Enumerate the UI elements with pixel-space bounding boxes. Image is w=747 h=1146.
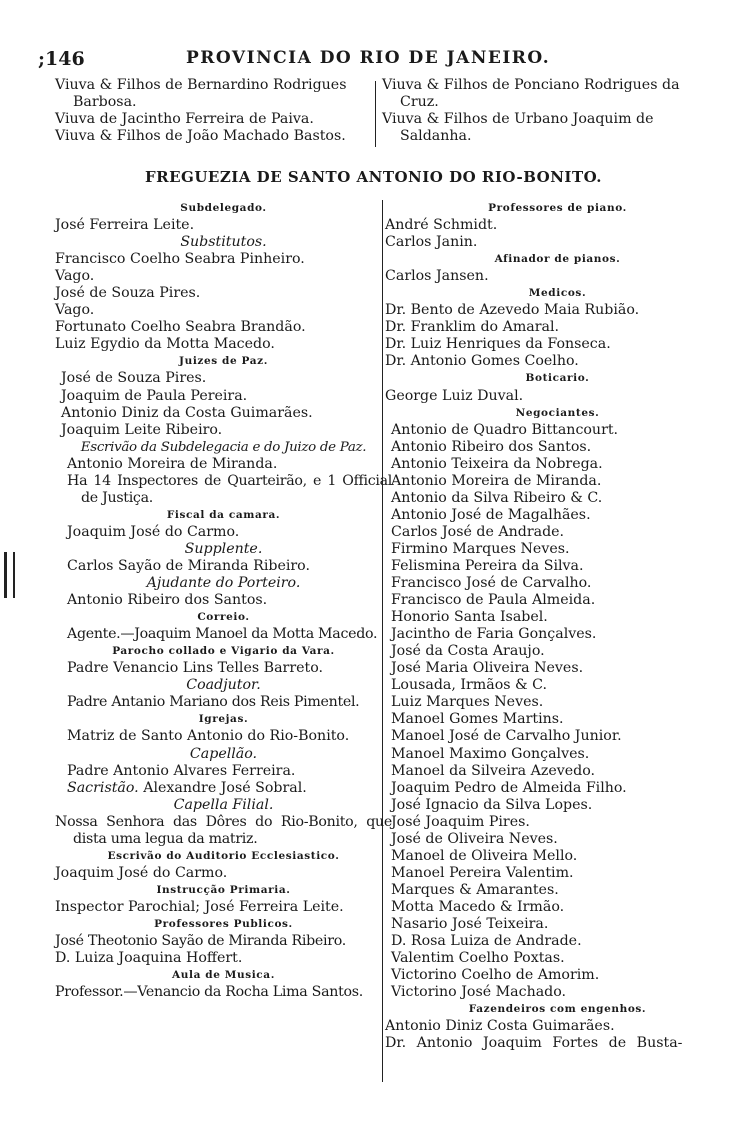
- heading-afinador: Afinador de pianos.: [494, 253, 621, 266]
- entry: Antonio Diniz Costa Guimarães.: [385, 1018, 615, 1035]
- entry: Ha 14 Inspectores de Quarteirão, e 1 Official de Justiça.: [67, 472, 392, 506]
- sacristao-label: Sacristão.: [67, 779, 139, 796]
- entry: José Theotonio Sayão de Miranda Ribeiro.: [55, 933, 346, 950]
- entry: André Schmidt.: [385, 217, 498, 234]
- entry: Dr. Bento de Azevedo Maia Rubião.: [385, 302, 640, 319]
- entry: Valentim Coelho Poxtas.: [391, 950, 565, 967]
- entry-sacristao: [55, 780, 392, 797]
- entry: Carlos José de Andrade.: [391, 523, 565, 540]
- entry: Nossa Senhora das Dôres do Rio-Bonito, que dista uma legua da matriz.: [55, 813, 392, 847]
- entry: Antonio Diniz da Costa Guimarães.: [61, 404, 313, 421]
- heading-medicos: Medicos.: [528, 287, 587, 300]
- continued-list-left: [55, 77, 373, 145]
- entry: Padre Venancio Lins Telles Barreto.: [67, 660, 323, 677]
- heading-piano: Professores de piano.: [488, 202, 627, 214]
- entry: George Luiz Duval.: [385, 387, 524, 404]
- entry: Luiz Marques Neves.: [391, 694, 544, 711]
- entry: Francisco de Paula Almeida.: [391, 592, 596, 609]
- heading-juizes: Juizes de Paz.: [179, 355, 268, 368]
- entry: Manoel Gomes Martins.: [391, 711, 564, 728]
- margin-mark: [4, 552, 15, 598]
- heading-subdelegado: Subdelegado.: [180, 202, 267, 214]
- heading-correio: Correio.: [197, 611, 250, 624]
- entry: Luiz Egydio da Motta Macedo.: [55, 336, 275, 353]
- entry: José de Souza Pires.: [61, 370, 207, 387]
- heading-fiscal: Fiscal da camara.: [166, 508, 281, 521]
- entry: Carlos Sayão de Miranda Ribeiro.: [67, 557, 310, 574]
- heading-capella: Capella Filial.: [173, 796, 274, 813]
- entry: Motta Macedo & Irmão.: [391, 898, 565, 915]
- entry: Victorino Coelho de Amorim.: [391, 967, 600, 984]
- heading-aula: Aula de Musica.: [172, 969, 275, 982]
- entry: José Joaquim Pires.: [391, 813, 530, 830]
- heading-escrivao-auditorio: Escrivão do Auditorio Ecclesiastico.: [107, 849, 340, 862]
- running-title: PROVINCIA DO RIO DE JANEIRO.: [186, 48, 551, 68]
- entry: Professor.—Venancio da Rocha Lima Santos.: [55, 984, 363, 1001]
- entry: Vago.: [55, 268, 95, 285]
- list-item: Barbosa.: [73, 94, 137, 111]
- parish-directory: [55, 200, 725, 1080]
- entry: Felismina Pereira da Silva.: [391, 557, 584, 574]
- heading-igrejas: Igrejas.: [198, 713, 249, 726]
- heading-fazendeiros: Fazendeiros com engenhos.: [468, 1003, 647, 1016]
- entry: Francisco Coelho Seabra Pinheiro.: [55, 251, 305, 268]
- entry: Antonio Teixeira da Nobrega.: [391, 455, 603, 472]
- entry: Vago.: [55, 302, 95, 319]
- heading-coadjutor: Coadjutor.: [186, 677, 261, 694]
- entry: Antonio Ribeiro dos Santos.: [67, 592, 268, 609]
- entry: Manoel Pereira Valentim.: [391, 864, 574, 881]
- entry: Manoel de Oliveira Mello.: [391, 847, 578, 864]
- entry: Manoel da Silveira Azevedo.: [391, 762, 596, 779]
- entry: Manoel Maximo Gonçalves.: [391, 745, 590, 762]
- entry: Antonio Moreira de Miranda.: [67, 455, 278, 472]
- page-number: ;146: [38, 48, 85, 70]
- entry: Padre Antanio Mariano dos Reis Pimentel.: [67, 694, 360, 711]
- list-item: Viuva & Filhos de João Machado Bastos.: [55, 128, 346, 145]
- entry: Inspector Parochial; José Ferreira Leite.: [55, 898, 344, 915]
- entry: José Ignacio da Silva Lopes.: [391, 796, 593, 813]
- section-title: FREGUEZIA DE SANTO ANTONIO DO RIO-BONITO.: [144, 168, 603, 186]
- heading-capellao: Capellão.: [189, 745, 258, 762]
- column-divider: [375, 81, 376, 147]
- entry: Antonio José de Magalhães.: [391, 506, 591, 523]
- entry: Antonio Ribeiro dos Santos.: [391, 438, 592, 455]
- entry: D. Luiza Joaquina Hoffert.: [55, 950, 243, 967]
- list-item: Viuva & Filhos de Bernardino Rodrigues: [55, 77, 347, 93]
- entry: Marques & Amarantes.: [391, 881, 559, 898]
- entry: Dr. Antonio Gomes Coelho.: [385, 353, 579, 370]
- heading-parocho: Parocho collado e Vigario da Vara.: [112, 645, 335, 658]
- entry: Dr. Antonio Joaquim Fortes de Busta-: [385, 1035, 683, 1052]
- heading-supplente: Supplente.: [184, 540, 263, 557]
- heading-instruccao: Instrucção Primaria.: [156, 883, 291, 896]
- entry: Dr. Franklim do Amaral.: [385, 319, 560, 336]
- entry: Padre Antonio Alvares Ferreira.: [67, 762, 296, 779]
- entry: Joaquim José do Carmo.: [55, 864, 228, 881]
- entry: Joaquim Pedro de Almeida Filho.: [391, 779, 627, 796]
- heading-substitutos: Substitutos.: [180, 234, 267, 251]
- heading-negociantes: Negociantes.: [515, 406, 600, 419]
- left-column: [55, 200, 392, 1001]
- heading-ajudante: Ajudante do Porteiro.: [146, 575, 301, 592]
- entry: José de Oliveira Neves.: [391, 830, 558, 847]
- entry: D. Rosa Luiza de Andrade.: [391, 933, 582, 950]
- entry: Jacintho de Faria Gonçalves.: [391, 626, 597, 643]
- entry: Francisco José de Carvalho.: [391, 575, 592, 592]
- entry: José da Costa Araujo.: [391, 643, 545, 660]
- entry: Dr. Luiz Henriques da Fonseca.: [385, 336, 611, 353]
- entry: Antonio de Quadro Bittancourt.: [391, 421, 619, 438]
- heading-boticario: Boticario.: [525, 372, 590, 385]
- entry: Honorio Santa Isabel.: [391, 609, 548, 626]
- entry: Joaquim de Paula Pereira.: [61, 387, 248, 404]
- entry: Matriz de Santo Antonio do Rio-Bonito.: [67, 728, 350, 745]
- right-column: [385, 200, 730, 1052]
- entry: José Ferreira Leite.: [55, 217, 195, 234]
- entry: Joaquim José do Carmo.: [67, 523, 240, 540]
- entry: Victorino José Machado.: [391, 984, 567, 1001]
- sacristao-name: Alexandre José Sobral.: [143, 779, 307, 796]
- list-item: Viuva & Filhos de Urbano Joaquim de: [382, 111, 654, 128]
- entry: Agente.—Joaquim Manoel da Motta Macedo.: [67, 626, 378, 643]
- heading-professores: Professores Publicos.: [154, 917, 293, 930]
- entry: Carlos Janin.: [385, 234, 478, 251]
- entry: Carlos Jansen.: [385, 268, 489, 285]
- entry: Manoel José de Carvalho Junior.: [391, 728, 622, 745]
- entry: José Maria Oliveira Neves.: [391, 660, 584, 677]
- list-item: Viuva & Filhos de Ponciano Rodrigues da: [382, 77, 680, 93]
- negociantes-list: [385, 422, 730, 1002]
- list-item: Viuva de Jacintho Ferreira de Paiva.: [55, 111, 314, 128]
- entry: Joaquim Leite Ribeiro.: [61, 421, 223, 438]
- continued-list: [55, 77, 715, 149]
- entry: José de Souza Pires.: [55, 285, 201, 302]
- entry: Lousada, Irmãos & C.: [391, 677, 548, 694]
- list-item: Cruz.: [400, 94, 439, 111]
- continued-list-right: [382, 77, 722, 145]
- heading-escrivao: Escrivão da Subdelegacia e do Juizo de Paz.: [80, 439, 367, 455]
- entry: Firmino Marques Neves.: [391, 540, 570, 557]
- entry: Antonio Moreira de Miranda.: [391, 472, 602, 489]
- entry: Fortunato Coelho Seabra Brandão.: [55, 319, 306, 336]
- page-header: [38, 48, 718, 72]
- entry: Antonio da Silva Ribeiro & C.: [391, 489, 603, 506]
- entry: Nasario José Teixeira.: [391, 915, 549, 932]
- list-item: Saldanha.: [400, 128, 472, 145]
